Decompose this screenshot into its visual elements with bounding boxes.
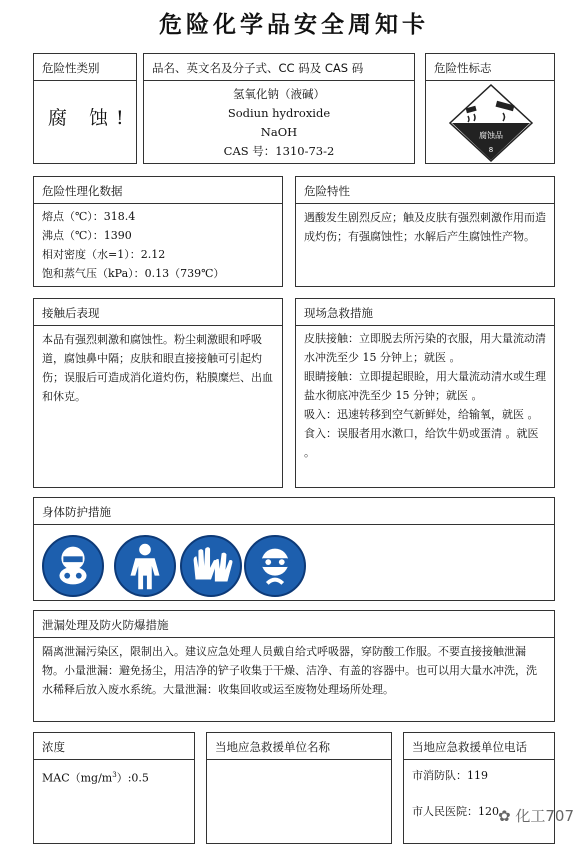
first-aid-header: 现场急救措施 (296, 299, 554, 326)
spill-box (33, 610, 555, 722)
physchem-line: 沸点（℃）：1390 (42, 229, 132, 242)
protection-header: 身体防护措施 (34, 498, 554, 525)
symptoms-header: 接触后表现 (34, 299, 282, 326)
product-name-cn: 氢氧化钠（液碱） (233, 87, 325, 101)
hazard-props-header: 危险特性 (296, 177, 554, 204)
product-info-box (143, 53, 415, 164)
hazard-class-number: 8 (488, 146, 494, 154)
product-info-header: 品名、英文名及分子式、CC 码及 CAS 码 (144, 54, 414, 81)
fire-phone: 市消防队：119 (412, 769, 488, 782)
corrosive-diamond-icon (446, 83, 536, 163)
product-cas: CAS 号：1310-73-2 (223, 144, 335, 158)
local-unit-header: 当地应急救援单位名称 (207, 733, 391, 760)
first-aid-line: 皮肤接触：立即脱去所污染的衣服，用大量流动清水冲洗至少 15 分钟上；就医 。 (304, 332, 546, 364)
wechat-icon: ✿ (498, 807, 511, 825)
first-aid-line: 食入：误服者用水漱口，给饮牛奶或蛋清 。就医 。 (304, 427, 539, 459)
card-title: 危险化学品安全周知卡 (159, 12, 429, 38)
hazard-label-box (425, 53, 555, 164)
local-unit-box (206, 732, 392, 844)
concentration-value: $MAC(mg/m^3):0.5$ (42, 771, 149, 785)
symptoms-text: 本品有强烈刺激和腐蚀性。粉尘刺激眼和呼吸道，腐蚀鼻中隔；皮肤和眼直接接触可引起灼伤；误服后可造成消化道灼伤，粘膜糜烂、出血和休克。 (42, 333, 273, 403)
hazard-label-text: 腐蚀品 (479, 131, 503, 140)
symptoms-box (33, 298, 283, 488)
protective-suit-icon (114, 535, 176, 597)
physchem-header: 危险性理化数据 (34, 177, 282, 204)
protective-gloves-icon (180, 535, 242, 597)
spill-text: 隔离泄漏污染区，限制出入。建议应急处理人员戴自给式呼吸器，穿防酸工作服。不要直接接触泄漏物。小量泄漏：避免扬尘，用洁净的铲子收集于干燥、洁净、有盖的容器中。也可以用大量水冲洗，洗水稀释后放入废水系统。大量泄漏：收集回收或运至废物处理场所处理。 (42, 645, 537, 696)
concentration-header: 浓度 (34, 733, 194, 760)
phones-box (403, 732, 555, 844)
hazard-label-header: 危险性标志 (426, 54, 554, 81)
product-formula: NaOH (260, 125, 298, 139)
hazard-category-value: 腐 蚀! (48, 107, 132, 129)
respirator-mask-icon (42, 535, 104, 597)
hazard-category-header: 危险性类别 (34, 54, 136, 81)
first-aid-box (295, 298, 555, 488)
phones-header: 当地应急救援单位电话 (404, 733, 554, 760)
product-name-en: Sodiun hydroxide (227, 106, 331, 120)
physchem-line: 熔点（℃）：318.4 (42, 210, 136, 223)
watermark: ✿ 化工707 (498, 807, 574, 825)
hospital-phone: 市人民医院：120 (412, 805, 499, 818)
physchem-line: 饱和蒸气压（kPa）：0.13（739℃） (42, 267, 225, 280)
hazard-category-box (33, 53, 137, 164)
spill-header: 泄漏处理及防火防爆措施 (34, 611, 554, 638)
hazard-props-text: 遇酸发生剧烈反应；触及皮肤有强烈刺激作用而造成灼伤；有强腐蚀性；水解后产生腐蚀性产物。 (304, 211, 546, 243)
physchem-box (33, 176, 283, 287)
physchem-line: 相对密度（水=1）：2.12 (42, 248, 166, 261)
hazard-props-box (295, 176, 555, 287)
first-aid-line: 眼睛接触：立即提起眼睑，用大量流动清水或生理盐水彻底冲洗至少 15 分钟；就医 。 (304, 370, 546, 402)
safety-goggles-icon (244, 535, 306, 597)
first-aid-line: 吸入：迅速转移到空气新鲜处，给输氧，就医 。 (304, 408, 539, 421)
concentration-box (33, 732, 195, 844)
